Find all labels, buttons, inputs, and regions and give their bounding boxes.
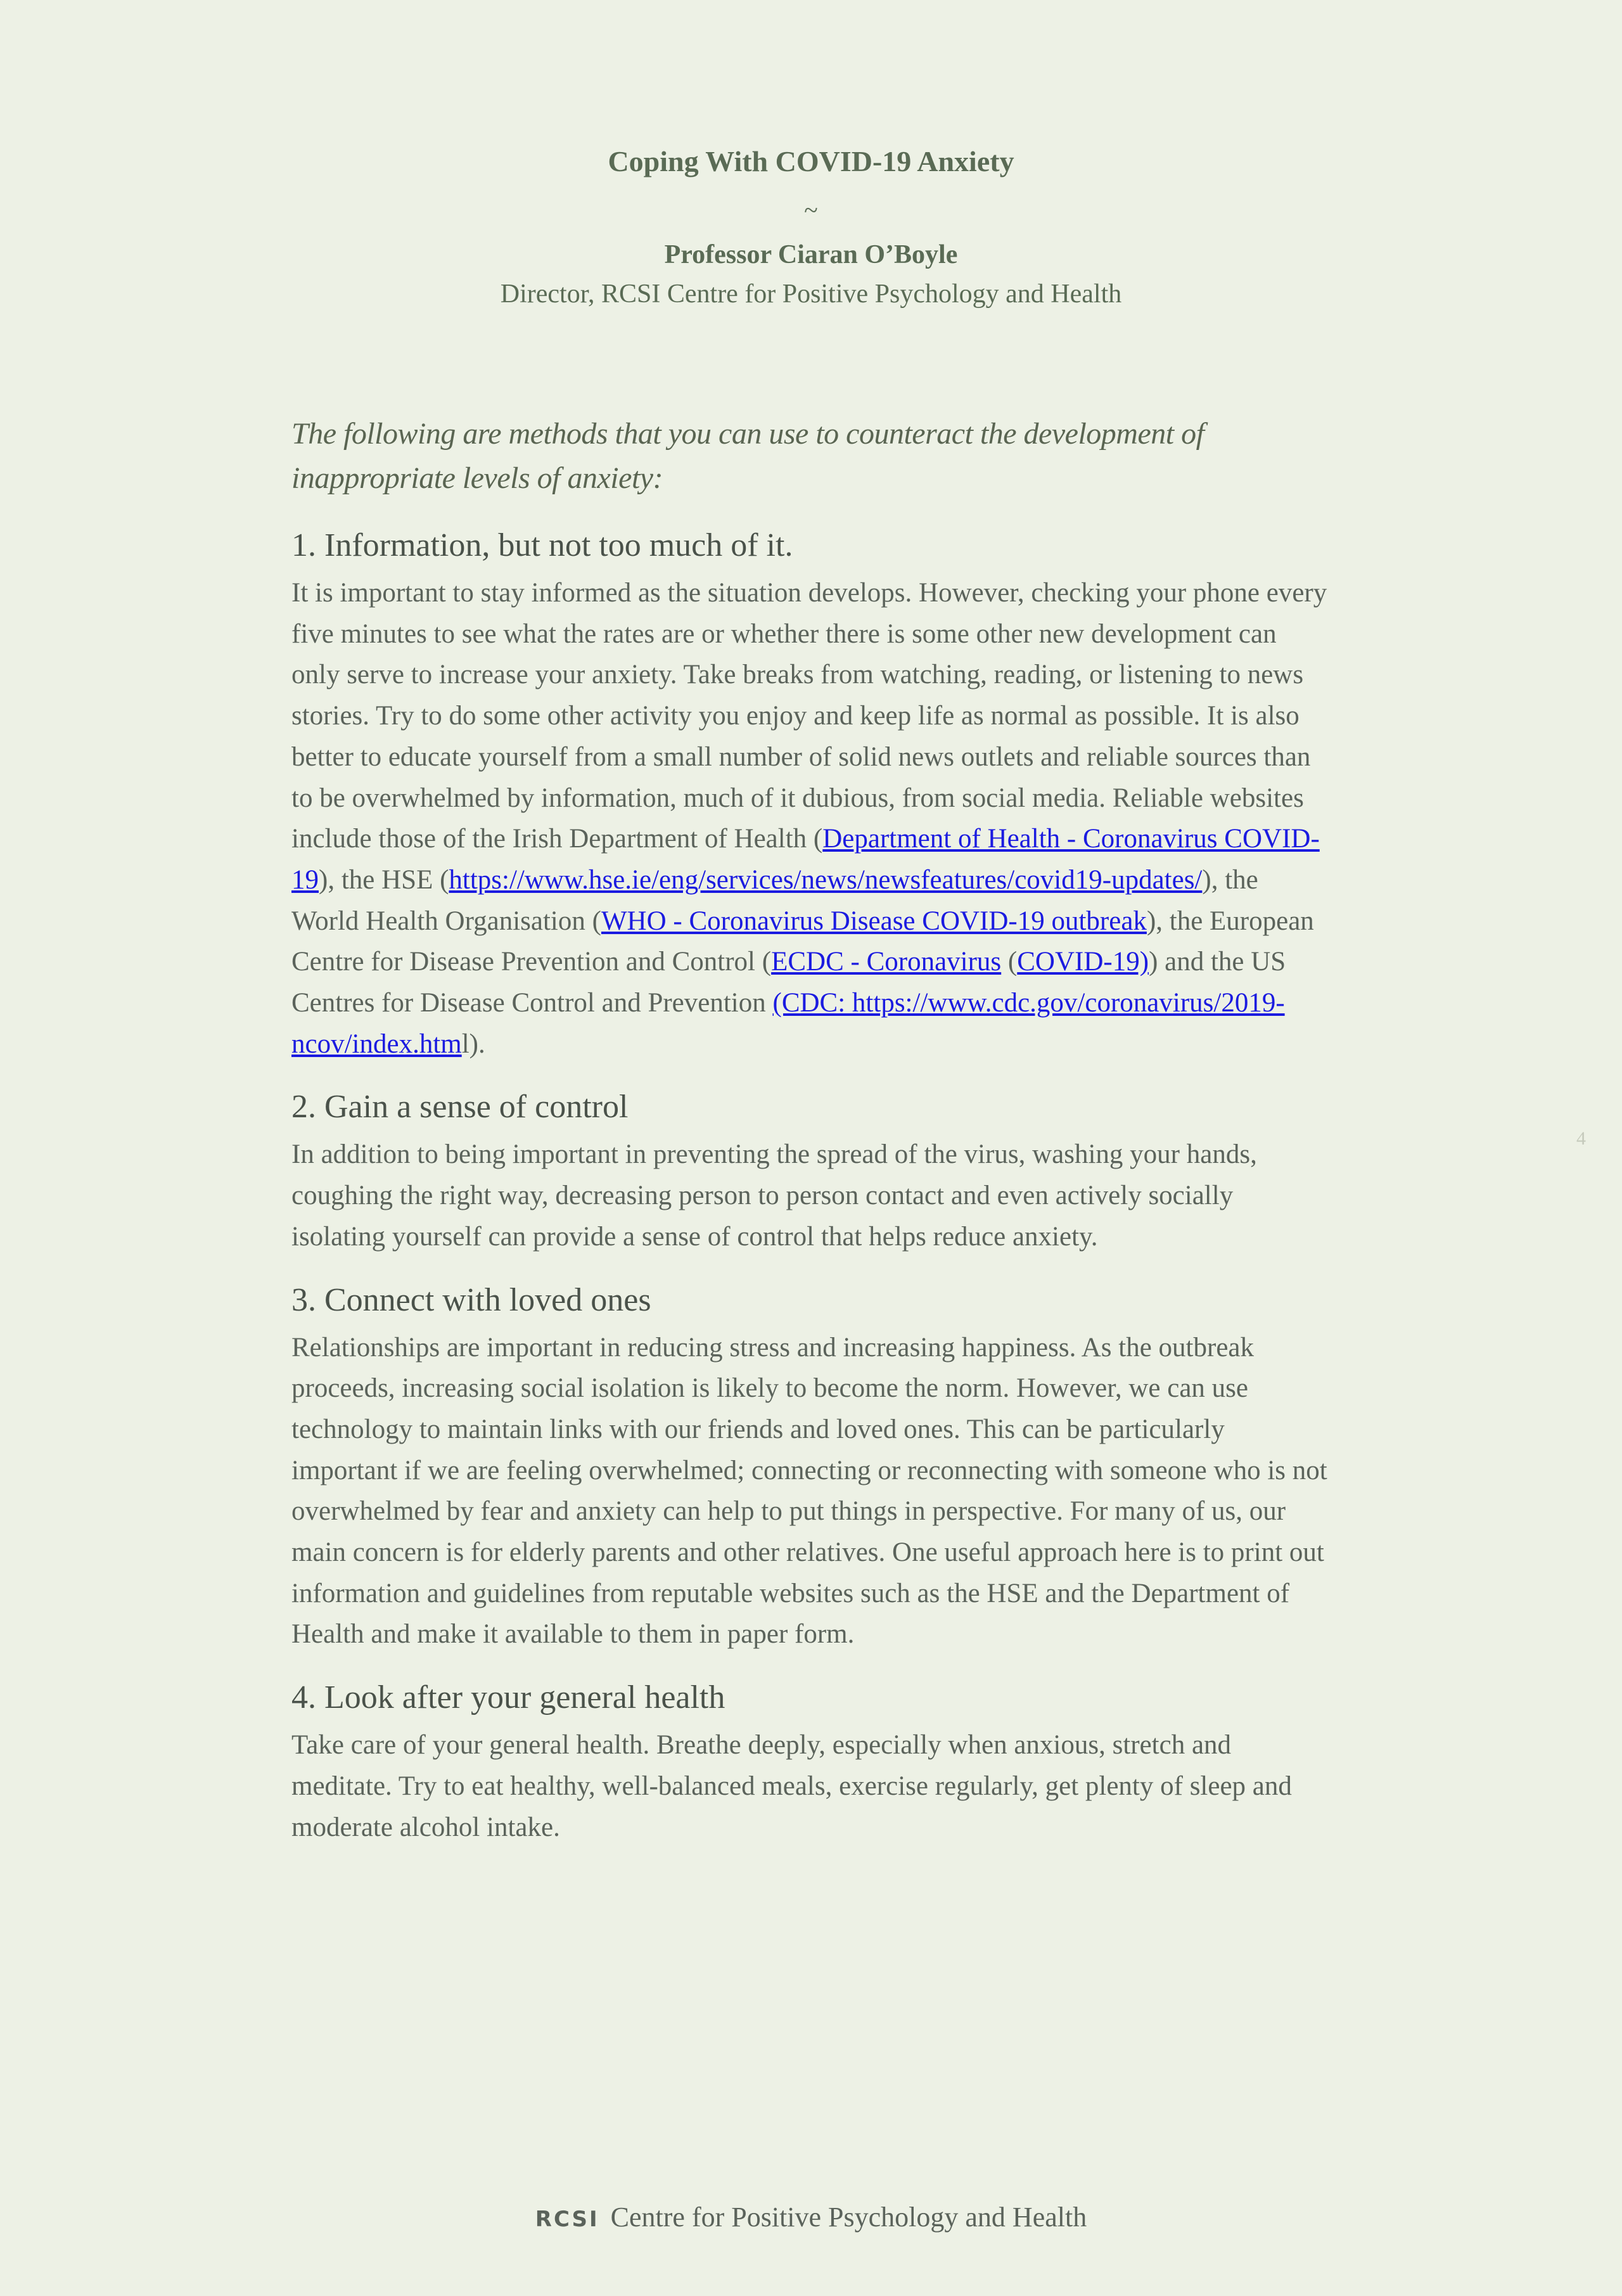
document-body xyxy=(291,412,1331,1870)
footer-brand-logo: RCSI xyxy=(535,2207,599,2232)
author-role: Director, RCSI Centre for Positive Psychology and Health xyxy=(500,279,1122,309)
author-name: Professor Ciaran O’Boyle xyxy=(664,240,958,269)
section-heading: 3. Connect with loved ones xyxy=(291,1281,651,1318)
section-control xyxy=(291,1086,1331,1257)
section-text xyxy=(291,573,1331,1065)
footer-text: Centre for Positive Psychology and Health xyxy=(610,2202,1087,2233)
link-ecdc[interactable]: ECDC - Coronavirus xyxy=(771,947,1002,977)
section-heading: 4. Look after your general health xyxy=(291,1679,725,1716)
link-department-of-health[interactable]: Department of Health - Coronavirus COVID-19 xyxy=(291,824,1320,895)
body-text: ), the World Health Organisation ( xyxy=(291,864,1258,936)
link-hse[interactable]: https://www.hse.ie/eng/services/news/newsfeatures/covid19-updates/ xyxy=(449,864,1203,895)
body-text: ), the HSE ( xyxy=(319,864,449,895)
body-text: l). xyxy=(461,1029,485,1059)
section-text: Take care of your general health. Breathe deeply, especially when anxious, stretch and meditate. Try to eat healthy, well-balanced meals, exercise regularly, get plenty of sleep and moderate alcohol intake. xyxy=(291,1730,1292,1842)
section-text: Relationships are important in reducing stress and increasing happiness. As the outbreak proceeds, increasing social isolation is likely to become the norm. However, we can use technology to maintain links with our friends and loved ones. This can be particularly important if we are feeling overwhelmed; connecting or reconnecting with someone who is not overwhelmed by fear and anxiety can help to put things in perspective. For many of us, our main concern is for elderly parents and other relatives. One useful approach here is to print out information and guidelines from reputable websites such as the HSE and the Department of Health and make it available to them in paper form. xyxy=(291,1332,1327,1650)
document-title: Coping With COVID-19 Anxiety xyxy=(608,145,1014,177)
body-text: ) and the US Centres for Disease Control and Prevention xyxy=(291,947,1286,1018)
page-number: 4 xyxy=(1576,1128,1586,1149)
section-heading: 1. Information, but not too much of it. xyxy=(291,527,793,563)
section-connect xyxy=(291,1279,1331,1656)
link-ecdc-covid[interactable]: COVID-19) xyxy=(1017,947,1149,977)
body-text: ( xyxy=(1001,947,1018,977)
section-information xyxy=(291,525,1331,1065)
body-text: ), the European Centre for Disease Prevention and Control ( xyxy=(291,906,1314,977)
body-text: It is important to stay informed as the situation develops. However, checking your phone every five minutes to see what the rates are or whether there is some other new development can only serve to increase your anxiety. Take breaks from watching, reading, or listening to news stories. Try to do some other activity you enjoy and keep life as normal as possible. It is also better to educate yourself from a small number of solid news outlets and reliable sources than to be overwhelmed by information, much of it dubious, from social media. Reliable websites include those of the Irish Department of Health ( xyxy=(291,578,1327,854)
link-who[interactable]: WHO - Coronavirus Disease COVID-19 outbreak xyxy=(601,906,1147,936)
intro-text: The following are methods that you can use to counteract the development of inappropriate levels of anxiety: xyxy=(291,417,1204,495)
section-text: In addition to being important in preventing the spread of the virus, washing your hands, coughing the right way, decreasing person to person contact and even actively socially isolating yourself can provide a sense of control that helps reduce anxiety. xyxy=(291,1139,1257,1252)
section-health xyxy=(291,1677,1331,1848)
link-cdc[interactable]: (CDC: https://www.cdc.gov/coronavirus/2019-ncov/index.htm xyxy=(291,988,1285,1059)
title-separator: ~ xyxy=(804,196,818,224)
section-heading: 2. Gain a sense of control xyxy=(291,1089,629,1126)
page-footer xyxy=(0,2201,1622,2233)
